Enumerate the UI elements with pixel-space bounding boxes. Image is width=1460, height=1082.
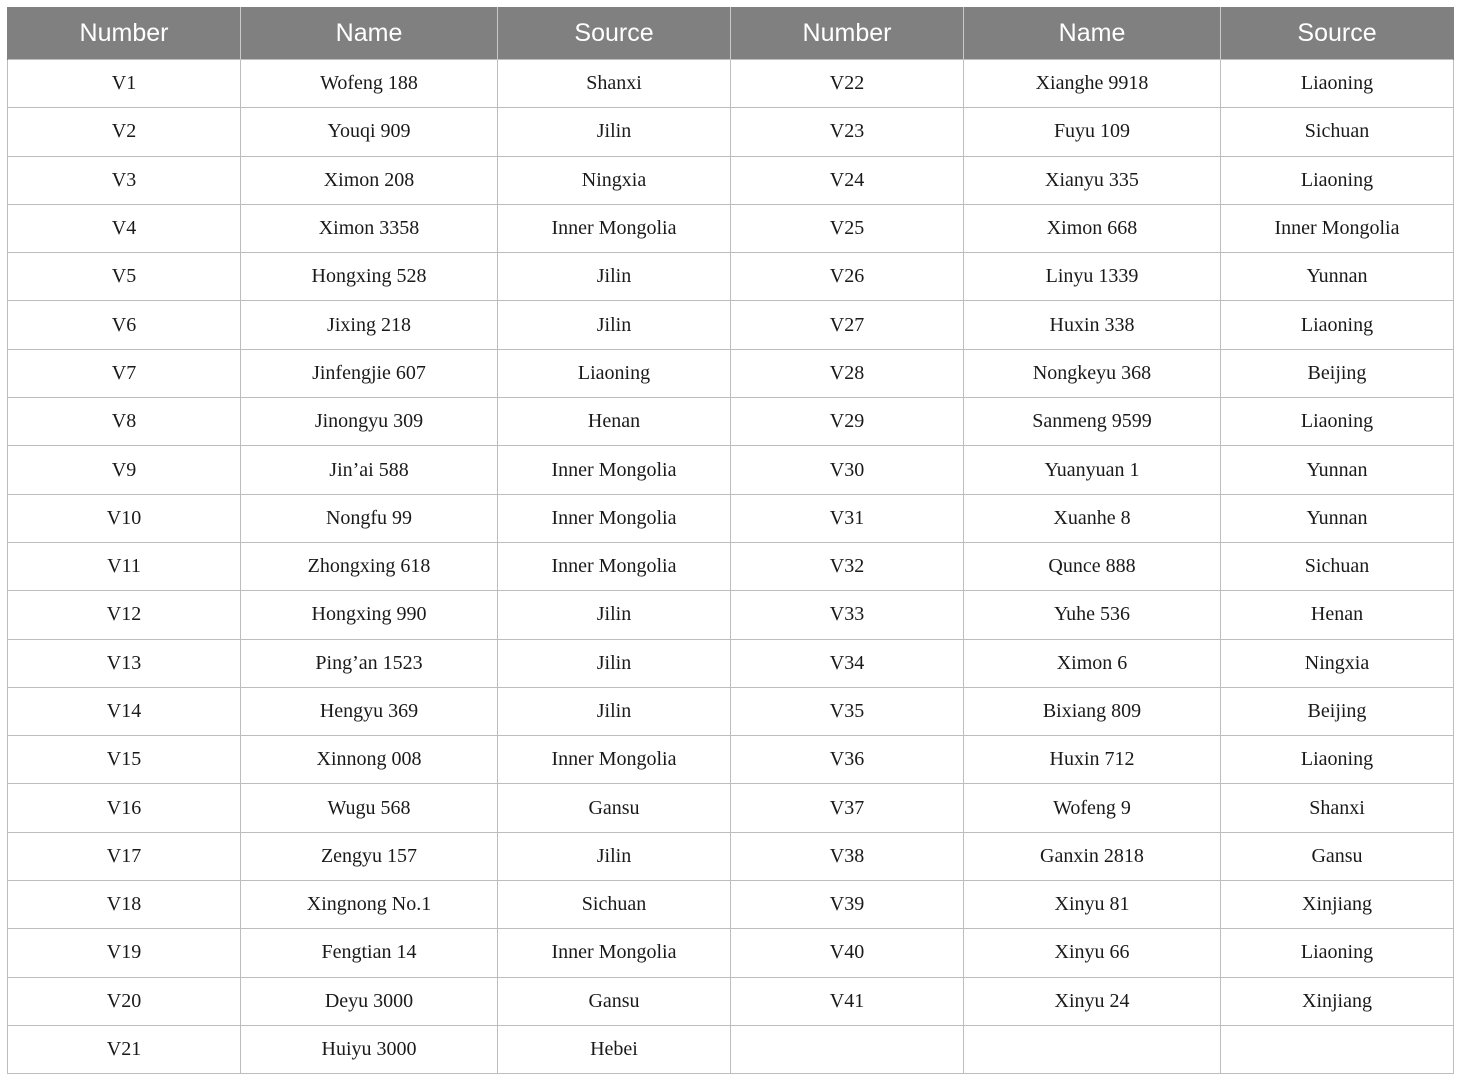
header-row bbox=[8, 7, 1454, 60]
cell-source-right: Liaoning bbox=[1221, 929, 1454, 977]
cell-source-left: Shanxi bbox=[498, 60, 731, 108]
cell-source-right: Xinjiang bbox=[1221, 881, 1454, 929]
cell-number-right: V27 bbox=[731, 301, 964, 349]
cell-name-right: Wofeng 9 bbox=[964, 784, 1221, 832]
cell-name-right bbox=[964, 1025, 1221, 1073]
cell-source-left: Hebei bbox=[498, 1025, 731, 1073]
cell-source-right: Beijing bbox=[1221, 349, 1454, 397]
table-row bbox=[8, 349, 1454, 397]
table-row bbox=[8, 977, 1454, 1025]
cell-name-right: Huxin 712 bbox=[964, 736, 1221, 784]
cell-name-left: Youqi 909 bbox=[241, 108, 498, 156]
cell-name-right: Yuhe 536 bbox=[964, 591, 1221, 639]
table-row bbox=[8, 494, 1454, 542]
cell-name-left: Hengyu 369 bbox=[241, 687, 498, 735]
cell-source-left: Jilin bbox=[498, 832, 731, 880]
varieties-table-container bbox=[7, 7, 1453, 1074]
header-number-left: Number bbox=[8, 7, 241, 60]
cell-number-left: V7 bbox=[8, 349, 241, 397]
cell-number-right: V39 bbox=[731, 881, 964, 929]
cell-number-left: V12 bbox=[8, 591, 241, 639]
table-row bbox=[8, 1025, 1454, 1073]
cell-name-right: Xianyu 335 bbox=[964, 156, 1221, 204]
cell-number-left: V11 bbox=[8, 542, 241, 590]
table-row bbox=[8, 446, 1454, 494]
cell-number-right bbox=[731, 1025, 964, 1073]
cell-number-right: V36 bbox=[731, 736, 964, 784]
cell-name-right: Xuanhe 8 bbox=[964, 494, 1221, 542]
cell-source-right: Liaoning bbox=[1221, 60, 1454, 108]
cell-name-left: Zhongxing 618 bbox=[241, 542, 498, 590]
table-row bbox=[8, 881, 1454, 929]
varieties-table bbox=[7, 7, 1454, 1074]
cell-source-right: Xinjiang bbox=[1221, 977, 1454, 1025]
cell-name-right: Ximon 6 bbox=[964, 639, 1221, 687]
cell-number-right: V30 bbox=[731, 446, 964, 494]
cell-name-left: Hongxing 990 bbox=[241, 591, 498, 639]
cell-number-left: V21 bbox=[8, 1025, 241, 1073]
cell-source-right: Ningxia bbox=[1221, 639, 1454, 687]
cell-source-left: Inner Mongolia bbox=[498, 736, 731, 784]
cell-number-right: V38 bbox=[731, 832, 964, 880]
cell-name-left: Hongxing 528 bbox=[241, 253, 498, 301]
cell-number-right: V22 bbox=[731, 60, 964, 108]
cell-source-right: Yunnan bbox=[1221, 253, 1454, 301]
cell-name-left: Jin’ai 588 bbox=[241, 446, 498, 494]
cell-number-left: V9 bbox=[8, 446, 241, 494]
cell-name-right: Yuanyuan 1 bbox=[964, 446, 1221, 494]
cell-number-left: V15 bbox=[8, 736, 241, 784]
cell-name-right: Huxin 338 bbox=[964, 301, 1221, 349]
cell-source-left: Jilin bbox=[498, 639, 731, 687]
cell-number-right: V31 bbox=[731, 494, 964, 542]
table-row bbox=[8, 301, 1454, 349]
cell-name-left: Wofeng 188 bbox=[241, 60, 498, 108]
cell-source-right: Sichuan bbox=[1221, 108, 1454, 156]
cell-number-left: V14 bbox=[8, 687, 241, 735]
cell-number-right: V37 bbox=[731, 784, 964, 832]
cell-source-right: Liaoning bbox=[1221, 301, 1454, 349]
table-row bbox=[8, 398, 1454, 446]
cell-number-right: V33 bbox=[731, 591, 964, 639]
cell-source-right: Gansu bbox=[1221, 832, 1454, 880]
cell-number-left: V6 bbox=[8, 301, 241, 349]
cell-name-left: Ximon 3358 bbox=[241, 204, 498, 252]
cell-name-left: Huiyu 3000 bbox=[241, 1025, 498, 1073]
table-row bbox=[8, 204, 1454, 252]
header-number-right: Number bbox=[731, 7, 964, 60]
cell-name-left: Jinongyu 309 bbox=[241, 398, 498, 446]
cell-source-right: Liaoning bbox=[1221, 736, 1454, 784]
table-row bbox=[8, 736, 1454, 784]
cell-source-left: Ningxia bbox=[498, 156, 731, 204]
header-name-right: Name bbox=[964, 7, 1221, 60]
cell-source-left: Inner Mongolia bbox=[498, 494, 731, 542]
cell-number-right: V25 bbox=[731, 204, 964, 252]
cell-number-right: V26 bbox=[731, 253, 964, 301]
cell-number-left: V3 bbox=[8, 156, 241, 204]
cell-source-right: Sichuan bbox=[1221, 542, 1454, 590]
cell-source-left: Gansu bbox=[498, 784, 731, 832]
cell-name-right: Xinyu 66 bbox=[964, 929, 1221, 977]
header-source-right: Source bbox=[1221, 7, 1454, 60]
cell-number-left: V20 bbox=[8, 977, 241, 1025]
table-row bbox=[8, 60, 1454, 108]
cell-source-right: Liaoning bbox=[1221, 156, 1454, 204]
cell-name-right: Ganxin 2818 bbox=[964, 832, 1221, 880]
cell-source-left: Inner Mongolia bbox=[498, 542, 731, 590]
table-row bbox=[8, 639, 1454, 687]
table-row bbox=[8, 591, 1454, 639]
table-header bbox=[8, 7, 1454, 60]
cell-source-left: Henan bbox=[498, 398, 731, 446]
cell-source-right: Beijing bbox=[1221, 687, 1454, 735]
cell-source-left: Inner Mongolia bbox=[498, 929, 731, 977]
cell-name-right: Xinyu 81 bbox=[964, 881, 1221, 929]
cell-source-right: Yunnan bbox=[1221, 446, 1454, 494]
table-row bbox=[8, 687, 1454, 735]
cell-source-right: Henan bbox=[1221, 591, 1454, 639]
cell-name-right: Fuyu 109 bbox=[964, 108, 1221, 156]
cell-name-left: Xingnong No.1 bbox=[241, 881, 498, 929]
cell-name-left: Xinnong 008 bbox=[241, 736, 498, 784]
table-row bbox=[8, 832, 1454, 880]
cell-name-right: Xinyu 24 bbox=[964, 977, 1221, 1025]
cell-name-right: Sanmeng 9599 bbox=[964, 398, 1221, 446]
cell-number-right: V29 bbox=[731, 398, 964, 446]
cell-name-left: Zengyu 157 bbox=[241, 832, 498, 880]
cell-source-left: Sichuan bbox=[498, 881, 731, 929]
cell-source-left: Inner Mongolia bbox=[498, 204, 731, 252]
cell-number-right: V41 bbox=[731, 977, 964, 1025]
cell-source-left: Gansu bbox=[498, 977, 731, 1025]
cell-source-right: Inner Mongolia bbox=[1221, 204, 1454, 252]
cell-number-left: V16 bbox=[8, 784, 241, 832]
cell-number-right: V28 bbox=[731, 349, 964, 397]
cell-name-right: Ximon 668 bbox=[964, 204, 1221, 252]
cell-number-right: V34 bbox=[731, 639, 964, 687]
cell-name-left: Ping’an 1523 bbox=[241, 639, 498, 687]
cell-number-left: V5 bbox=[8, 253, 241, 301]
cell-name-left: Jinfengjie 607 bbox=[241, 349, 498, 397]
cell-source-left: Jilin bbox=[498, 301, 731, 349]
table-row bbox=[8, 108, 1454, 156]
cell-name-left: Ximon 208 bbox=[241, 156, 498, 204]
cell-source-left: Jilin bbox=[498, 253, 731, 301]
cell-source-right: Shanxi bbox=[1221, 784, 1454, 832]
cell-number-left: V8 bbox=[8, 398, 241, 446]
cell-name-left: Jixing 218 bbox=[241, 301, 498, 349]
cell-source-left: Jilin bbox=[498, 108, 731, 156]
cell-number-right: V23 bbox=[731, 108, 964, 156]
cell-number-left: V10 bbox=[8, 494, 241, 542]
cell-number-right: V40 bbox=[731, 929, 964, 977]
cell-name-right: Linyu 1339 bbox=[964, 253, 1221, 301]
cell-name-left: Nongfu 99 bbox=[241, 494, 498, 542]
cell-source-left: Inner Mongolia bbox=[498, 446, 731, 494]
cell-source-right: Yunnan bbox=[1221, 494, 1454, 542]
cell-source-left: Liaoning bbox=[498, 349, 731, 397]
cell-number-right: V24 bbox=[731, 156, 964, 204]
cell-source-left: Jilin bbox=[498, 687, 731, 735]
cell-source-right bbox=[1221, 1025, 1454, 1073]
cell-number-left: V4 bbox=[8, 204, 241, 252]
table-row bbox=[8, 156, 1454, 204]
cell-name-right: Nongkeyu 368 bbox=[964, 349, 1221, 397]
table-row bbox=[8, 253, 1454, 301]
cell-number-left: V18 bbox=[8, 881, 241, 929]
cell-number-left: V19 bbox=[8, 929, 241, 977]
cell-name-right: Qunce 888 bbox=[964, 542, 1221, 590]
cell-number-right: V35 bbox=[731, 687, 964, 735]
table-row bbox=[8, 542, 1454, 590]
cell-number-left: V13 bbox=[8, 639, 241, 687]
cell-number-left: V1 bbox=[8, 60, 241, 108]
cell-name-left: Deyu 3000 bbox=[241, 977, 498, 1025]
header-source-left: Source bbox=[498, 7, 731, 60]
cell-name-left: Wugu 568 bbox=[241, 784, 498, 832]
header-name-left: Name bbox=[241, 7, 498, 60]
cell-number-left: V2 bbox=[8, 108, 241, 156]
cell-number-left: V17 bbox=[8, 832, 241, 880]
table-row bbox=[8, 929, 1454, 977]
cell-name-right: Bixiang 809 bbox=[964, 687, 1221, 735]
table-body bbox=[8, 60, 1454, 1074]
cell-number-right: V32 bbox=[731, 542, 964, 590]
cell-source-left: Jilin bbox=[498, 591, 731, 639]
cell-source-right: Liaoning bbox=[1221, 398, 1454, 446]
table-row bbox=[8, 784, 1454, 832]
cell-name-right: Xianghe 9918 bbox=[964, 60, 1221, 108]
cell-name-left: Fengtian 14 bbox=[241, 929, 498, 977]
